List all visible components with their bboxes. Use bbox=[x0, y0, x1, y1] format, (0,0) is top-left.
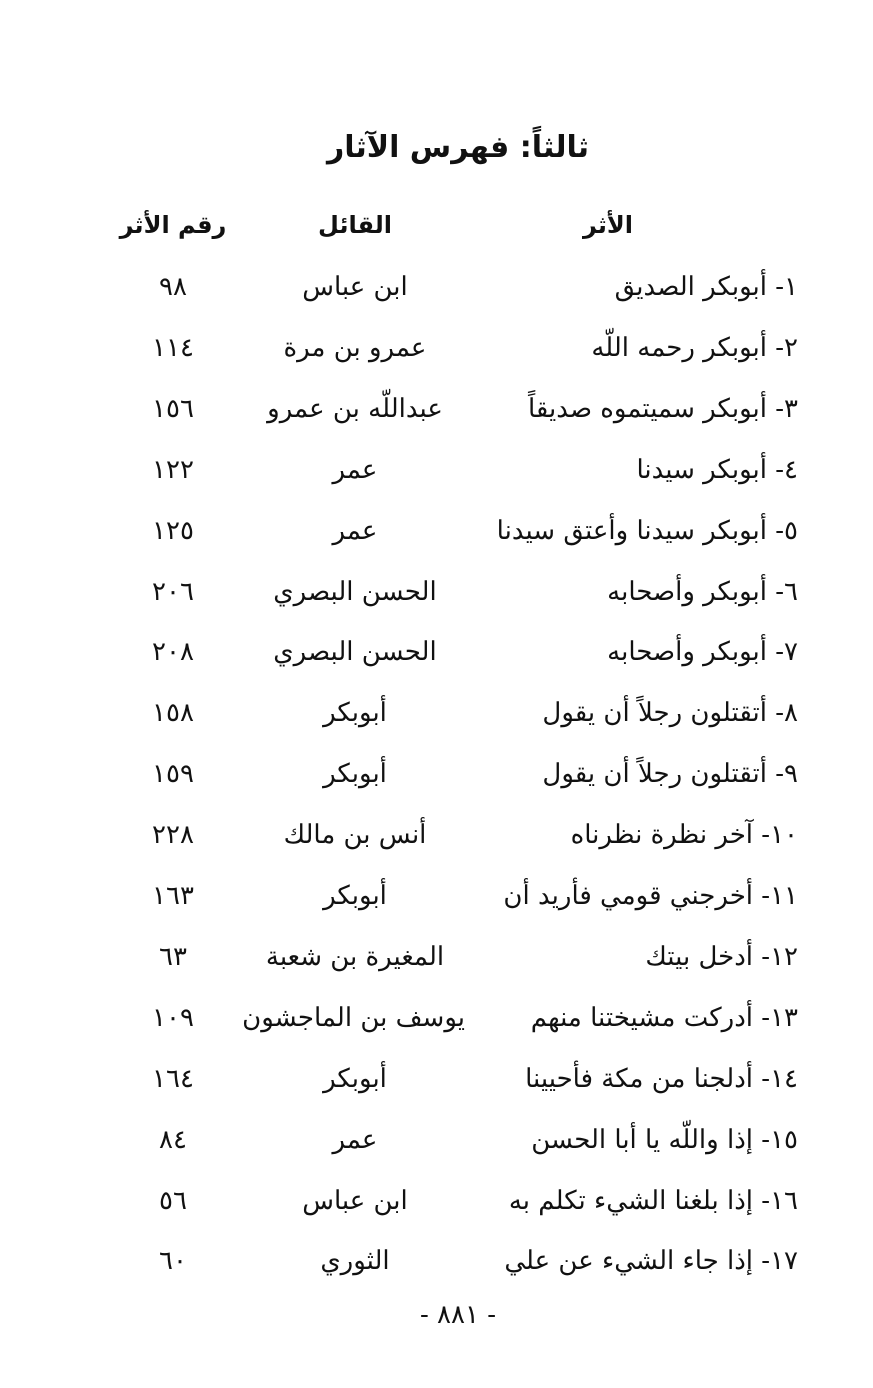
athar-text: ٧- أبوبكر وأصحابه bbox=[607, 637, 798, 668]
athar-number: ١٢٢ bbox=[152, 454, 194, 485]
athar-text: ١٢- أدخل بيتك bbox=[645, 941, 798, 972]
athar-number: ١٦٤ bbox=[152, 1063, 194, 1094]
athar-number: ٦٣ bbox=[159, 941, 187, 972]
athar-text: ١١- أخرجني قومي فأريد أن bbox=[503, 881, 798, 911]
athar-text: ٤- أبوبكر سيدنا bbox=[636, 454, 798, 485]
table-row bbox=[0, 389, 873, 429]
table-row bbox=[0, 693, 873, 733]
table-row bbox=[0, 998, 873, 1038]
table-row bbox=[0, 450, 873, 490]
athar-number: ١٥٨ bbox=[152, 698, 194, 729]
qail-name: أبوبكر bbox=[323, 1063, 387, 1094]
athar-text: ١٣- أدركت مشيختنا منهم bbox=[530, 1002, 798, 1033]
table-row bbox=[0, 1241, 873, 1281]
athar-text: ٩- أتقتلون رجلاً أن يقول bbox=[542, 759, 798, 790]
qail-name: عمر bbox=[332, 515, 378, 546]
qail-name: أبوبكر bbox=[323, 759, 387, 790]
athar-number: ١٦٣ bbox=[152, 881, 194, 911]
athar-number: ٥٦ bbox=[159, 1185, 187, 1216]
qail-name: عمرو بن مرة bbox=[283, 332, 427, 363]
qail-name: الثوري bbox=[320, 1246, 390, 1277]
table-row bbox=[0, 876, 873, 916]
table-row bbox=[0, 1181, 873, 1221]
qail-name: عمر bbox=[332, 1124, 378, 1155]
athar-text: ١٦- إذا بلغنا الشيء تكلم به bbox=[508, 1185, 798, 1216]
qail-name: عمر bbox=[332, 454, 378, 485]
qail-name: الحسن البصري bbox=[273, 637, 437, 668]
athar-text: ٢- أبوبكر رحمه اللّه bbox=[591, 332, 798, 363]
athar-number: ٢٠٦ bbox=[152, 576, 194, 607]
table-row bbox=[0, 815, 873, 855]
athar-text: ١٥- إذا واللّه يا أبا الحسن bbox=[531, 1124, 798, 1155]
table-row bbox=[0, 328, 873, 368]
athar-number: ١١٤ bbox=[152, 332, 194, 363]
athar-number: ٨٤ bbox=[159, 1124, 187, 1155]
athar-number: ١٠٩ bbox=[152, 1002, 194, 1033]
table-row bbox=[0, 937, 873, 977]
qail-name: ابن عباس bbox=[302, 272, 408, 302]
header-number: رقم الأثر bbox=[119, 211, 227, 239]
qail-name: المغيرة بن شعبة bbox=[265, 941, 445, 972]
table-row bbox=[0, 572, 873, 612]
athar-text: ١٧- إذا جاء الشيء عن علي bbox=[504, 1246, 798, 1277]
table-row bbox=[0, 267, 873, 307]
header-athar: الأثر bbox=[582, 211, 634, 239]
athar-text: ١- أبوبكر الصديق bbox=[614, 272, 798, 302]
athar-text: ٨- أتقتلون رجلاً أن يقول bbox=[542, 698, 798, 729]
table-row bbox=[0, 511, 873, 551]
athar-text: ٥- أبوبكر سيدنا وأعتق سيدنا bbox=[496, 515, 798, 546]
athar-text: ٦- أبوبكر وأصحابه bbox=[607, 576, 798, 607]
page-number: - ٨٨١ - bbox=[419, 1300, 497, 1330]
table-row bbox=[0, 632, 873, 672]
qail-name: يوسف بن الماجشون bbox=[242, 1002, 465, 1033]
qail-name: أنس بن مالك bbox=[283, 820, 427, 851]
qail-name: الحسن البصري bbox=[273, 576, 437, 607]
athar-number: ٩٨ bbox=[159, 272, 187, 302]
athar-number: ٢٢٨ bbox=[152, 820, 194, 851]
table-header bbox=[0, 205, 873, 245]
table-row bbox=[0, 1120, 873, 1160]
athar-number: ٦٠ bbox=[159, 1246, 187, 1277]
athar-text: ١٤- أدلجنا من مكة فأحيينا bbox=[525, 1063, 798, 1094]
athar-number: ١٥٦ bbox=[152, 393, 194, 424]
qail-name: أبوبكر bbox=[323, 881, 387, 911]
athar-text: ٣- أبوبكر سميتموه صديقاً bbox=[527, 393, 798, 424]
qail-name: أبوبكر bbox=[323, 698, 387, 729]
page-title: ثالثاً: فهرس الآثار bbox=[326, 130, 590, 165]
athar-number: ٢٠٨ bbox=[152, 637, 194, 668]
athar-number: ١٢٥ bbox=[152, 515, 194, 546]
table-row bbox=[0, 754, 873, 794]
athar-text: ١٠- آخر نظرة نظرناه bbox=[570, 820, 798, 851]
table-row bbox=[0, 1059, 873, 1099]
header-qail: القائل bbox=[318, 211, 392, 239]
qail-name: عبداللّه بن عمرو bbox=[267, 393, 443, 424]
qail-name: ابن عباس bbox=[302, 1185, 408, 1216]
athar-number: ١٥٩ bbox=[152, 759, 194, 790]
